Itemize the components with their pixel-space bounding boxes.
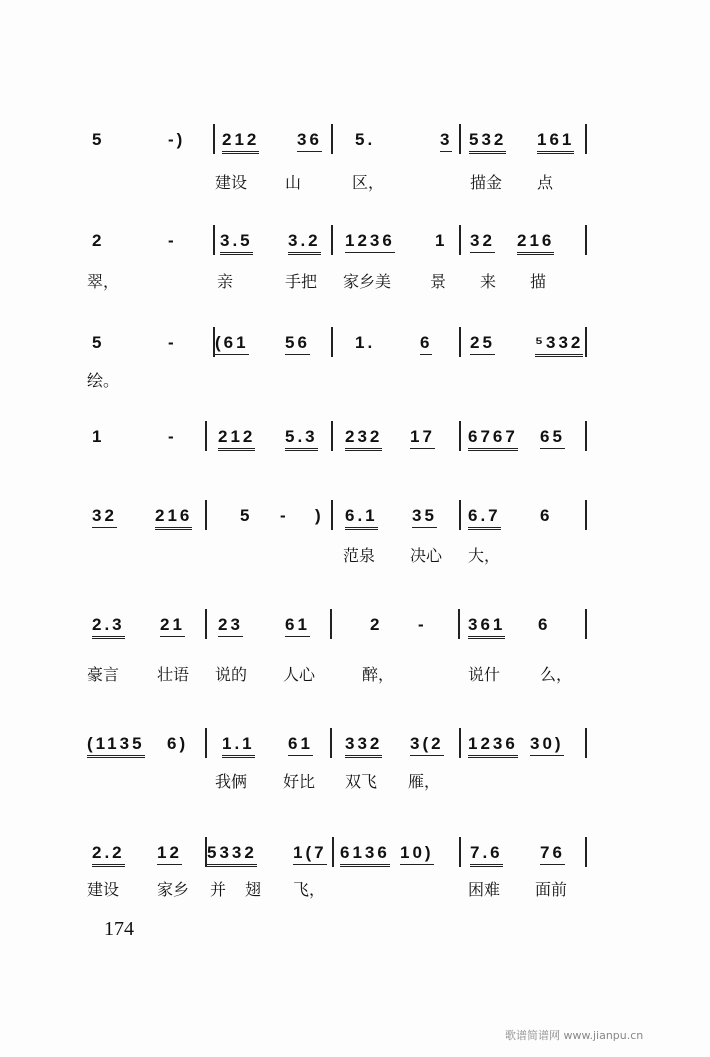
barline (331, 327, 333, 357)
note-group: 17 (410, 427, 435, 449)
note-group: - (168, 231, 177, 250)
lyric-text: 面前 (535, 880, 568, 899)
note-group: 32 (92, 506, 117, 528)
lyric-text: 绘。 (87, 371, 120, 390)
barline (459, 837, 461, 867)
lyric-text: 豪言 (87, 665, 120, 684)
note-group: 5 (92, 130, 105, 149)
note-group: 2 (92, 231, 105, 250)
note-group: 212 (218, 427, 255, 451)
barline (205, 728, 207, 758)
lyric-text: 建设 (87, 880, 120, 899)
lyric-text: 我俩 (215, 772, 248, 791)
note-group: 30) (530, 734, 564, 756)
barline (331, 421, 333, 451)
note-group: 12 (157, 843, 182, 865)
note-group: 3(2 (410, 734, 444, 756)
note-group: 3.2 (288, 231, 321, 255)
lyric-text: 困难 (468, 880, 501, 899)
note-group: 35 (412, 506, 437, 528)
lyric-text: 好比 (283, 772, 316, 791)
note-group: 5.3 (285, 427, 318, 451)
note-group: 6) (167, 734, 189, 753)
note-group: 1236 (468, 734, 518, 758)
note-group: ) (315, 506, 324, 525)
page-number: 174 (104, 918, 134, 940)
note-group: 65 (540, 427, 565, 449)
barline (205, 837, 207, 867)
note-group: 5 (240, 506, 253, 525)
note-group: 3 (440, 130, 452, 152)
barline (331, 225, 333, 255)
barline (459, 421, 461, 451)
barline (331, 500, 333, 530)
note-group: 5 (92, 333, 105, 352)
note-group: 36 (297, 130, 322, 152)
note-group: 332 (345, 734, 382, 758)
note-group: - (418, 615, 427, 634)
barline (330, 728, 332, 758)
lyric-text: 山 (285, 173, 302, 192)
note-group: 25 (470, 333, 495, 355)
note-group: 5332 (207, 843, 257, 867)
barline (205, 500, 207, 530)
note-group: 10) (400, 843, 434, 865)
note-group: 1.1 (222, 734, 255, 758)
barline (585, 837, 587, 867)
note-group: 2.2 (92, 843, 125, 867)
note-group: 216 (155, 506, 192, 530)
barline (459, 225, 461, 255)
note-group: 2.3 (92, 615, 125, 639)
note-group: 161 (537, 130, 574, 154)
lyric-text: 壮语 (157, 665, 190, 684)
note-group: 1 (435, 231, 448, 250)
note-group: 1. (355, 333, 376, 352)
note-group: 23 (218, 615, 243, 637)
barline (213, 225, 215, 255)
lyric-text: 亲 (217, 272, 234, 291)
lyric-text: 手把 (285, 272, 318, 291)
barline (330, 609, 332, 639)
note-group: 6 (538, 615, 551, 634)
note-group: 6.1 (345, 506, 378, 530)
note-group: 3.5 (220, 231, 253, 255)
note-group: 2 (370, 615, 383, 634)
note-group: - (168, 333, 177, 352)
note-group: 7.6 (470, 843, 503, 867)
lyric-text: 么， (540, 665, 573, 684)
barline (205, 609, 207, 639)
barline (331, 124, 333, 154)
lyric-text: 翅 (245, 880, 262, 899)
lyric-text: 说什 (468, 665, 501, 684)
barline (585, 124, 587, 154)
barline (205, 421, 207, 451)
barline (585, 609, 587, 639)
note-group: 1(7 (293, 843, 327, 865)
note-group: (1135 (87, 734, 145, 758)
note-group: 1236 (345, 231, 395, 253)
barline (585, 728, 587, 758)
lyric-text: 描金 (470, 173, 503, 192)
lyric-text: 范泉 (343, 546, 376, 565)
barline (459, 327, 461, 357)
lyric-text: 并 (210, 880, 227, 899)
note-group: 6 (420, 333, 432, 355)
barline (585, 225, 587, 255)
lyric-text: 家乡 (157, 880, 190, 899)
lyric-text: 景 (430, 272, 447, 291)
note-group: 56 (285, 333, 310, 355)
note-group: (61 (215, 333, 249, 355)
note-group: 216 (517, 231, 554, 255)
barline (585, 327, 587, 357)
watermark: 歌谱简谱网 www.jianpu.cn (505, 1029, 644, 1042)
lyric-text: 大， (468, 546, 501, 565)
barline (585, 421, 587, 451)
note-group: 21 (160, 615, 185, 637)
barline (585, 500, 587, 530)
lyric-text: 翠， (87, 272, 120, 291)
lyric-text: 飞， (293, 880, 326, 899)
barline (213, 124, 215, 154)
note-group: 32 (470, 231, 495, 253)
barline (332, 837, 334, 867)
note-group: 6136 (340, 843, 390, 867)
note-group: ⁵332 (535, 333, 583, 357)
note-group: 5. (355, 130, 376, 149)
lyric-text: 醉， (362, 665, 395, 684)
lyric-text: 来 (480, 272, 497, 291)
lyric-text: 点 (537, 173, 554, 192)
note-group: 6 (540, 506, 553, 525)
note-group: 61 (285, 615, 310, 637)
note-group: 76 (540, 843, 565, 865)
lyric-text: 决心 (410, 546, 443, 565)
note-group: -) (168, 130, 186, 149)
lyric-text: 人心 (283, 665, 316, 684)
note-group: 532 (469, 130, 506, 154)
note-group: - (280, 506, 289, 525)
note-group: 361 (468, 615, 505, 639)
lyric-text: 建设 (215, 173, 248, 192)
note-group: - (168, 427, 177, 446)
note-group: 61 (288, 734, 313, 756)
lyric-text: 雁， (408, 772, 441, 791)
lyric-text: 家乡美 (343, 272, 392, 291)
lyric-text: 双飞 (345, 772, 378, 791)
barline (459, 728, 461, 758)
note-group: 6767 (468, 427, 518, 451)
note-group: 232 (345, 427, 382, 451)
lyric-text: 描 (530, 272, 547, 291)
barline (458, 609, 460, 639)
barline (459, 124, 461, 154)
lyric-text: 区， (352, 173, 385, 192)
barline (213, 327, 215, 357)
note-group: 1 (92, 427, 105, 446)
note-group: 6.7 (468, 506, 501, 530)
note-group: 212 (222, 130, 259, 154)
barline (459, 500, 461, 530)
lyric-text: 说的 (215, 665, 248, 684)
